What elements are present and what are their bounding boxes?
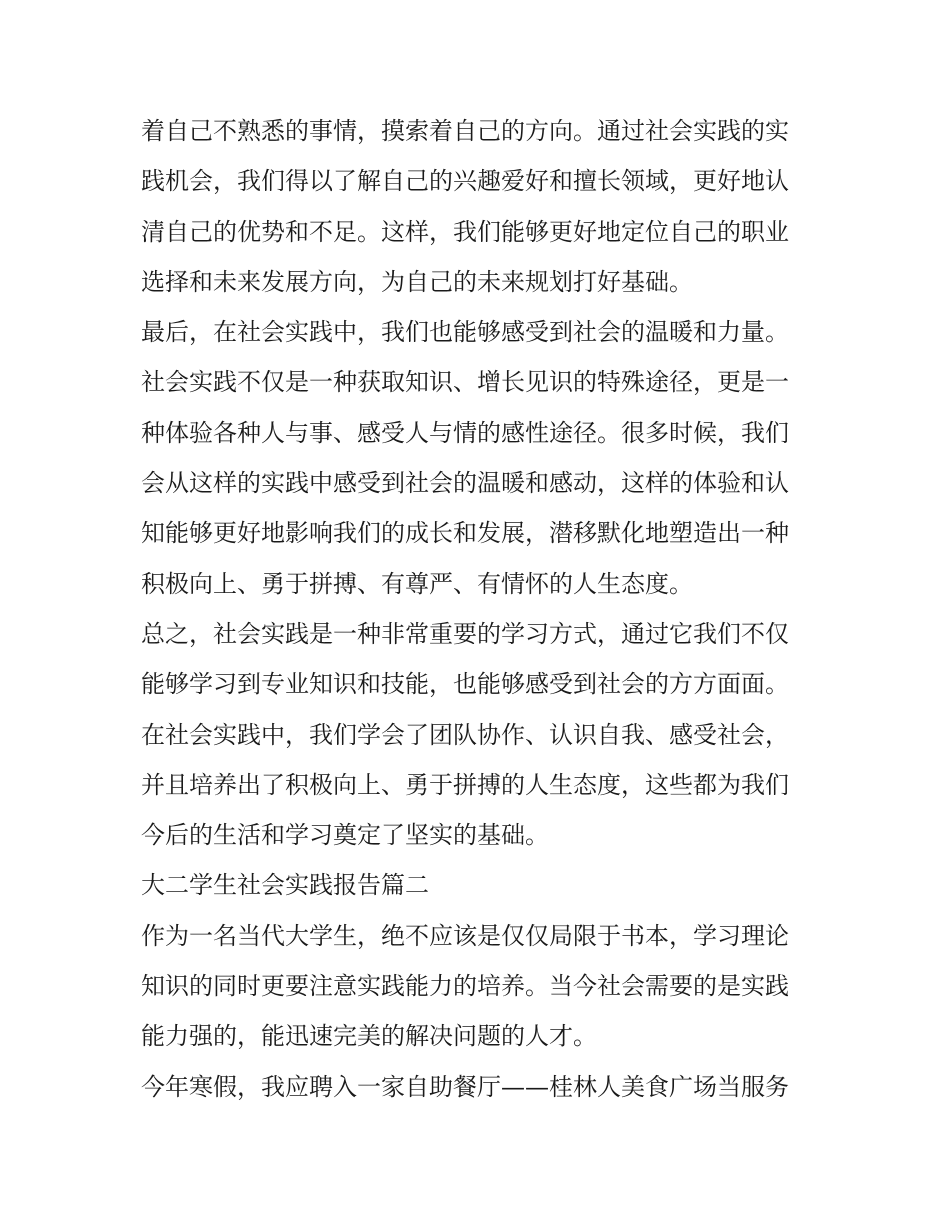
text-line: 会从这样的实践中感受到社会的温暖和感动，这样的体验和认 xyxy=(141,469,789,498)
document-body xyxy=(141,106,821,1112)
text-line: 积极向上、勇于拼搏、有尊严、有情怀的人生态度。 xyxy=(141,569,693,598)
text-line: 选择和未来发展方向，为自己的未来规划打好基础。 xyxy=(141,267,693,296)
text-line: 今后的生活和学习奠定了坚实的基础。 xyxy=(141,821,549,850)
text-line: 践机会，我们得以了解自己的兴趣爱好和擅长领域，更好地认 xyxy=(141,167,789,196)
text-line: 着自己不熟悉的事情，摸索着自己的方向。通过社会实践的实 xyxy=(141,117,789,145)
text-line: 总之，社会实践是一种非常重要的学习方式，通过它我们不仅 xyxy=(141,619,789,648)
section-heading: 大二学生社会实践报告篇二 xyxy=(141,871,429,900)
text-line: 并且培养出了积极向上、勇于拼搏的人生态度，这些都为我们 xyxy=(141,770,789,799)
text-line: 种体验各种人与事、感受人与情的感性途径。很多时候，我们 xyxy=(141,418,789,447)
text-line: 清自己的优势和不足。这样，我们能够更好地定位自己的职业 xyxy=(141,217,789,246)
text-line: 最后，在社会实践中，我们也能够感受到社会的温暖和力量。 xyxy=(141,318,789,347)
text-line: 在社会实践中，我们学会了团队协作、认识自我、感受社会， xyxy=(141,720,789,749)
text-line: 社会实践不仅是一种获取知识、增长见识的特殊途径，更是一 xyxy=(141,368,789,397)
text-line: 知能够更好地影响我们的成长和发展，潜移默化地塑造出一种 xyxy=(141,519,789,548)
text-line: 今年寒假，我应聘入一家自助餐厅——桂林人美食广场当服务 xyxy=(141,1072,789,1101)
text-line: 能够学习到专业知识和技能，也能够感受到社会的方方面面。 xyxy=(141,670,789,699)
text-line: 知识的同时更要注意实践能力的培养。当今社会需要的是实践 xyxy=(141,972,789,1001)
text-line: 作为一名当代大学生，绝不应该是仅仅局限于书本，学习理论 xyxy=(141,921,789,950)
text-line: 能力强的，能迅速完美的解决问题的人才。 xyxy=(141,1022,597,1051)
